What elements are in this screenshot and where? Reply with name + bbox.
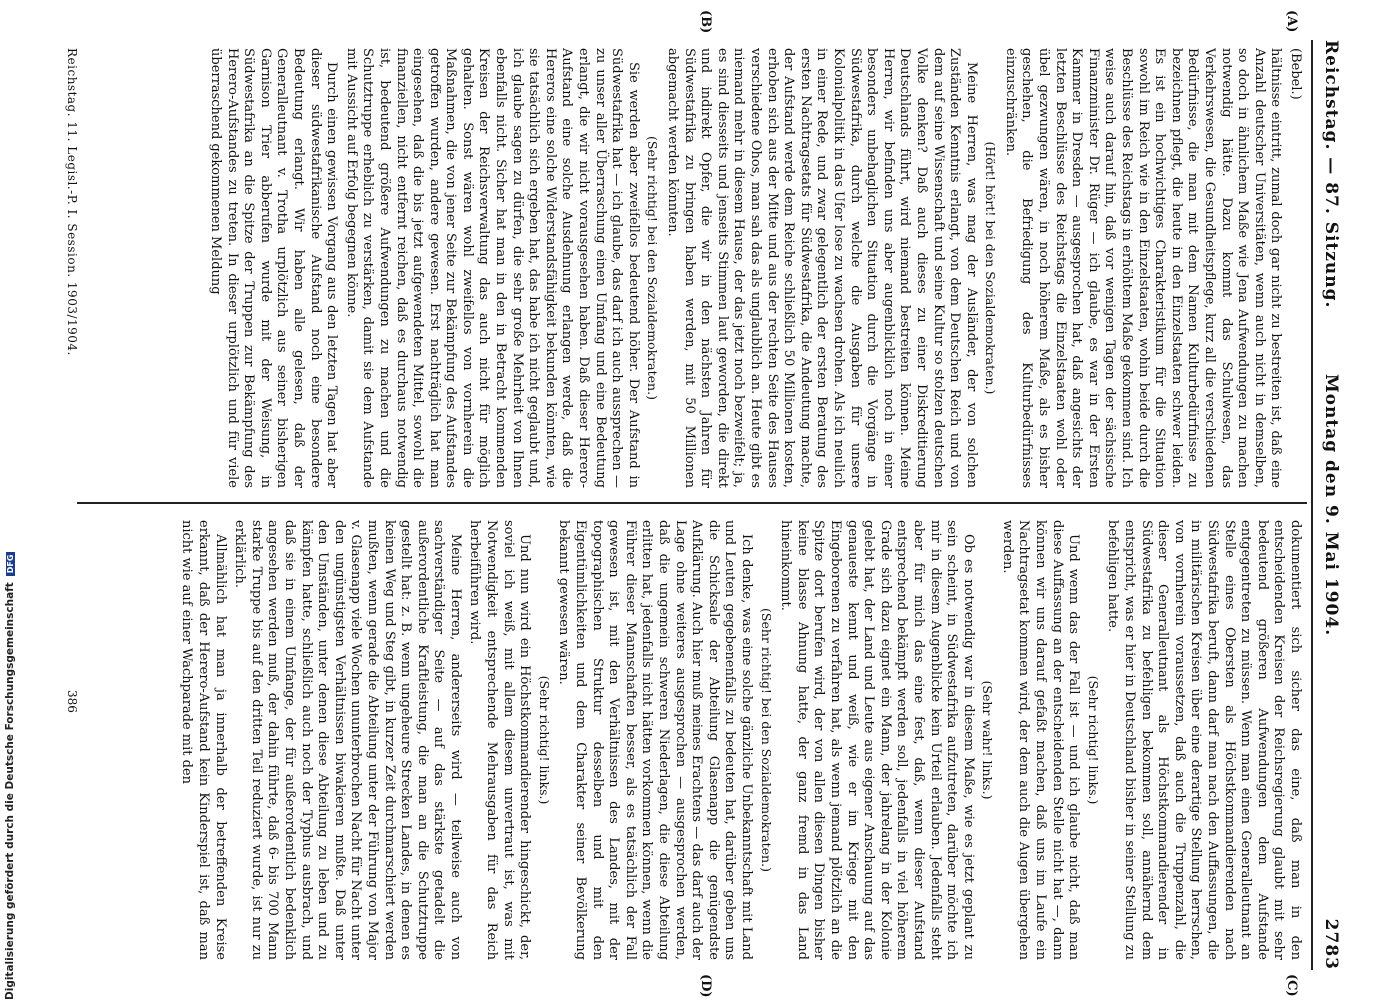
paragraph: Ob es notwendig war in diesem Maße, wie es jetzt geplant zu sein scheint, in Südwestafrika aufzutreten, darüber möchte ich mir in diesem Augenblicke kein Urteil erlauben. Jedenfalls steht aber für mich das eine fest, daß, wenn dieser Aufstand entsprechend bekämpft werden soll, jedenfalls in viel höherem Grade sich dazu eignet ein Mann, der jahrelang in der Kolonie gelebt hat, der Land und Leute aus eigener Anschauung auf das genaueste kennt und weiß, wie er im Kriege mit den Eingeborenen zu verfahren hat, als wenn jemand plötzlich an die Spitze dort berufen wird, der von allen diesen Dingen bisher keine blasse Ahnung hatte, der ganz fremd in das Land hineinkommt. (778, 520, 976, 960)
paragraph: Und nun wird ein Höchstkommandierender hingeschickt, der, soviel ich weiß, mit allem diesem unvertraut ist, was mit Notwendigkeit entsprechende Mehrausgaben für das Reich herbeiführen wird. (467, 520, 533, 960)
paragraph: Durch einen gewissen Vorgang aus den letzten Tagen hat aber dieser südwestafrikanische Aufstand noch eine besondere Bedeutung erlangt. Wir haben alle gelesen, daß der Generalleutnant v. Trotha urplötzlich aus seiner bisherigen Garnison Trier abberufen wurde mit der Weisung, in Südwestafrika an die Spitze der Truppen zur Bekämpfung des Herero-Aufstandes zu treten. In dieser urplötzlich und für viele überraschend gekommenen Meldung (208, 48, 340, 488)
paragraph: Und wenn das der Fall ist — und ich glaube nicht, daß man diese Auffassung an der entscheidenden Stelle nicht hat —, dann können wir uns darauf gefaßt machen, daß uns im Laufe ein Nachtragsetat kommen wird, der dem auch die Augen übergehen werden. (999, 520, 1082, 960)
header-session: Reichstag. — 87. Sitzung. (1321, 40, 1341, 309)
paragraph: Meine Herren, was mag der Ausländer, der von solchen Zuständen Kenntnis erlangt, von dem Deutschen Reich und von dem auf seine Wissenschaft und seine Kultur so stolzen deutschen Volke denken? Daß auch dieses zu einer Diskreditierung Deutschlands führt, wird niemand bestreiten können. Meine Herren, wir befinden uns aber augenblicklich noch in einer besonders unbehaglichen Situation durch die Vorgänge in Südwestafrika, durch welche die Ausgaben für unsere Kolonialpolitik in das Ufer lose zu wachsen drohen. Als ich neulich in einer Rede, und zwar gelegentlich der ersten Beratung des ersten Nachtragsetats für Südwestafrika, die Andeutung machte, der Aufstand werde dem Reiche schließlich 50 Millionen kosten, erhoben sich aus der Mitte und aus der rechten Seite des Hauses verschiedene Ohos, man sah das als unglaublich an. Heute gibt es niemand mehr in diesem Hause, der das jetzt noch bezweifelt; ja, es sind diesseits und jenseits Stimmen laut geworden, die direkt und indirekt Opfer, die wir in den nächsten Jahren für Südwestafrika zu bringen haben werden, mit 50 Millionen abgemacht werden könnten. (665, 48, 979, 488)
interjection: (Sehr richtig! links.) (1085, 675, 1101, 805)
paragraph: Allmählich hat man ja innerhalb der betreffenden Kreise erkannt, daß der Herero-Aufstand kein Kinderspiel ist, daß man nicht wie auf einer Wachparade mit den (179, 520, 228, 960)
paragraph: Meine Herren, andererseits wird — teilweise auch von sachverständiger Seite — auf das stärkste getadelt die außerordentliche Kraftleistung, die man an die Schutztruppe gestellt hat: z. B. wenn ungeheure Strecken Landes, in denen es keinen Weg und Steg gibt, in kurzer Zeit durchmarschiert werden mußten, wenn gerade die Abteilung unter der Führung von Major v. Glasenapp viele Wochen ununterbrochen Nacht für Nacht unter den ungünstigsten Verhältnissen biwakieren mußte. Daß unter den Umständen, unter denen diese Abteilung zu leben und zu kämpfen hatte, schließlich auch noch der Typhus ausbrach, und daß sie in einem Umfange, der für außerordentlich bedenklich angesehen werden muß, der dahin führte, daß 6- bis 700 Mann starke Truppe bis auf den dritten Teil reduziert wurde, ist nur zu erklärlich. (232, 520, 463, 960)
paragraph: hältnisse eintritt, zumal doch gar nicht zu bestreiten ist, daß eine Anzahl deutscher Universitäten, wenn auch nicht in demselben, so doch in ähnlichem Maße wie Jena Aufwendungen zu machen notwendig hätte. Dazu kommt das Schulwesen, das Verkehrswesen, die Gesundheitspflege, kurz all die verschiedenen Bedürfnisse, die man mit dem Namen Kulturbedürfnisse zu bezeichnen pflegt, die heute in den Einzelstaaten schwer leiden. Es ist ein hochwichtiges Charakteristikum für die Situation sowohl im Reich wie in den Einzelstaaten, wohin beide durch die Beschlüsse des Reichstags in erhöhtem Maße gekommen sind. Ich weise auch darauf hin, daß vor wenigen Tagen der sächsische Finanzminister Dr. Rüger — ich glaube, es war in der Ersten Kammer in Dresden — ausgesprochen hat, daß angesichts der letzten Beschlüsse des Reichstags die Einzelstaaten wohl oder übel gezwungen wären, in noch höherem Maße, als es bisher geschehen, die Befriedigung des Kulturbedürfnisses einzuschränken. (1002, 48, 1284, 488)
paragraph: Sie werden aber zweifellos bedeutend höher. Der Aufstand in Südwestafrika hat — ich glaube, das darf ich auch aussprechen — zu unser aller Überraschung einen Umfang und eine Bedeutung erlangt, die wir nicht vorausgesehen haben. Daß dieser Herero-Aufstand eine solche Ausdehnung erlangen werde, daß die Hereros eine solche Widerstandsfähigkeit bekunden könnten, wie sie tatsächlich sich ergeben hat, das habe ich nicht geglaubt und, ich glaube sagen zu dürfen, die sehr große Mehrheit von Ihnen ebenfalls nicht. Sicher hat man in den in Betracht kommenden Kreisen der Reichsverwaltung das auch nicht für möglich gehalten. Sonst wären wohl zweifellos von vornherein die Maßnahmen, die von jener Seite zur Bekämpfung des Aufstandes getroffen wurden, andere gewesen. Erst nachträglich hat man eingesehen, daß die bis jetzt aufgewendeten Mittel, sowohl die finanziellen, nicht entfernt reichen, daß es durchaus notwendig ist, bedeutend größere Aufwendungen zu machen und die Schutztruppe erheblich zu verstärken, damit sie dem Aufstande mit Aussicht auf Erfolg begegnen könne. (343, 48, 641, 488)
column-divider (77, 502, 1307, 504)
margin-marker-a: (A) (1284, 10, 1299, 33)
paragraph: Ich denke, was eine solche gänzliche Unbekanntschaft mit Land und Leuten gegebenenfalls zu bedeuten hat, darüber geben uns die Schicksale der Abteilung Glasenapp die genügendste Aufklärung. Auch hier muß meines Erachtens — das darf auch der Lage ohne weiteres ausgesprochen — ausgesprochen werden, daß die ungemein schweren Niederlagen, die diese Abteilung erlitten hat, jedenfalls nicht hätten vorkommen können, wenn die Führer dieser Mannschaften besser, als es tatsächlich der Fall gewesen ist, mit den Verhältnissen des Landes, mit der topographischen Struktur desselben und mit den Eigentümlichkeiten und dem Charakter seiner Bevölkerung bekannt gewesen wären. (556, 520, 754, 960)
speaker-name: (Bebel.) (1288, 48, 1303, 100)
interjection: (Sehr wahr! links.) (980, 680, 996, 800)
header-page-number: 2783 (1321, 918, 1341, 970)
footer-page-number: 386 (65, 690, 79, 713)
interjection: (Sehr richtig! links.) (536, 675, 552, 805)
dfg-logo: DFG (6, 552, 15, 577)
funding-text: Digitalisierung gefördert durch die Deutsche Forschungsgemeinschaft (4, 582, 16, 1000)
header-date: Montag den 9. Mai 1904. (1321, 373, 1341, 637)
margin-marker-d: (D) (698, 974, 713, 998)
page-header (1313, 40, 1343, 970)
interjection: (Hört! hört! bei den Sozialdemokraten.) (983, 141, 999, 395)
right-column (93, 520, 1303, 960)
paragraph: dokumentiert sich sicher das eine, daß man in den entscheidenden Kreisen der Reichsregierung glaubt mit sehr bedeutend größeren Aufwendungen dem Aufstande entgegentreten zu müssen. Wenn man einen Generalleutnant an Stelle eines Obersten als Höchstkommandierenden nach Südwestafrika beruft, dann darf man nach den Auffassungen, die in militärischen Kreisen über eine derartige Stellung herrschen, von vornherein voraussetzen, daß auch die Truppenzahl, die dieser Generalleutnant als Höchstkommandierender in Südwestafrika zu befehligen bekommen soll, annähernd dem entspricht, was er hier in Deutschland bisher in seiner Stellung zu befehligen hatte. (1105, 520, 1303, 960)
margin-marker-b: (B) (698, 10, 713, 34)
margin-marker-c: (C) (1284, 974, 1299, 997)
interjection: (Sehr richtig! bei den Sozialdemokraten.) (645, 136, 661, 400)
interjection: (Sehr richtig! bei den Sozialdemokraten.) (758, 608, 774, 872)
left-column (93, 48, 1303, 488)
document-page (53, 10, 1343, 998)
header-rule (1311, 40, 1313, 970)
footer-legislature: Reichstag. 11. Legisl.-P. I. Session. 1903/1904. (65, 48, 79, 356)
